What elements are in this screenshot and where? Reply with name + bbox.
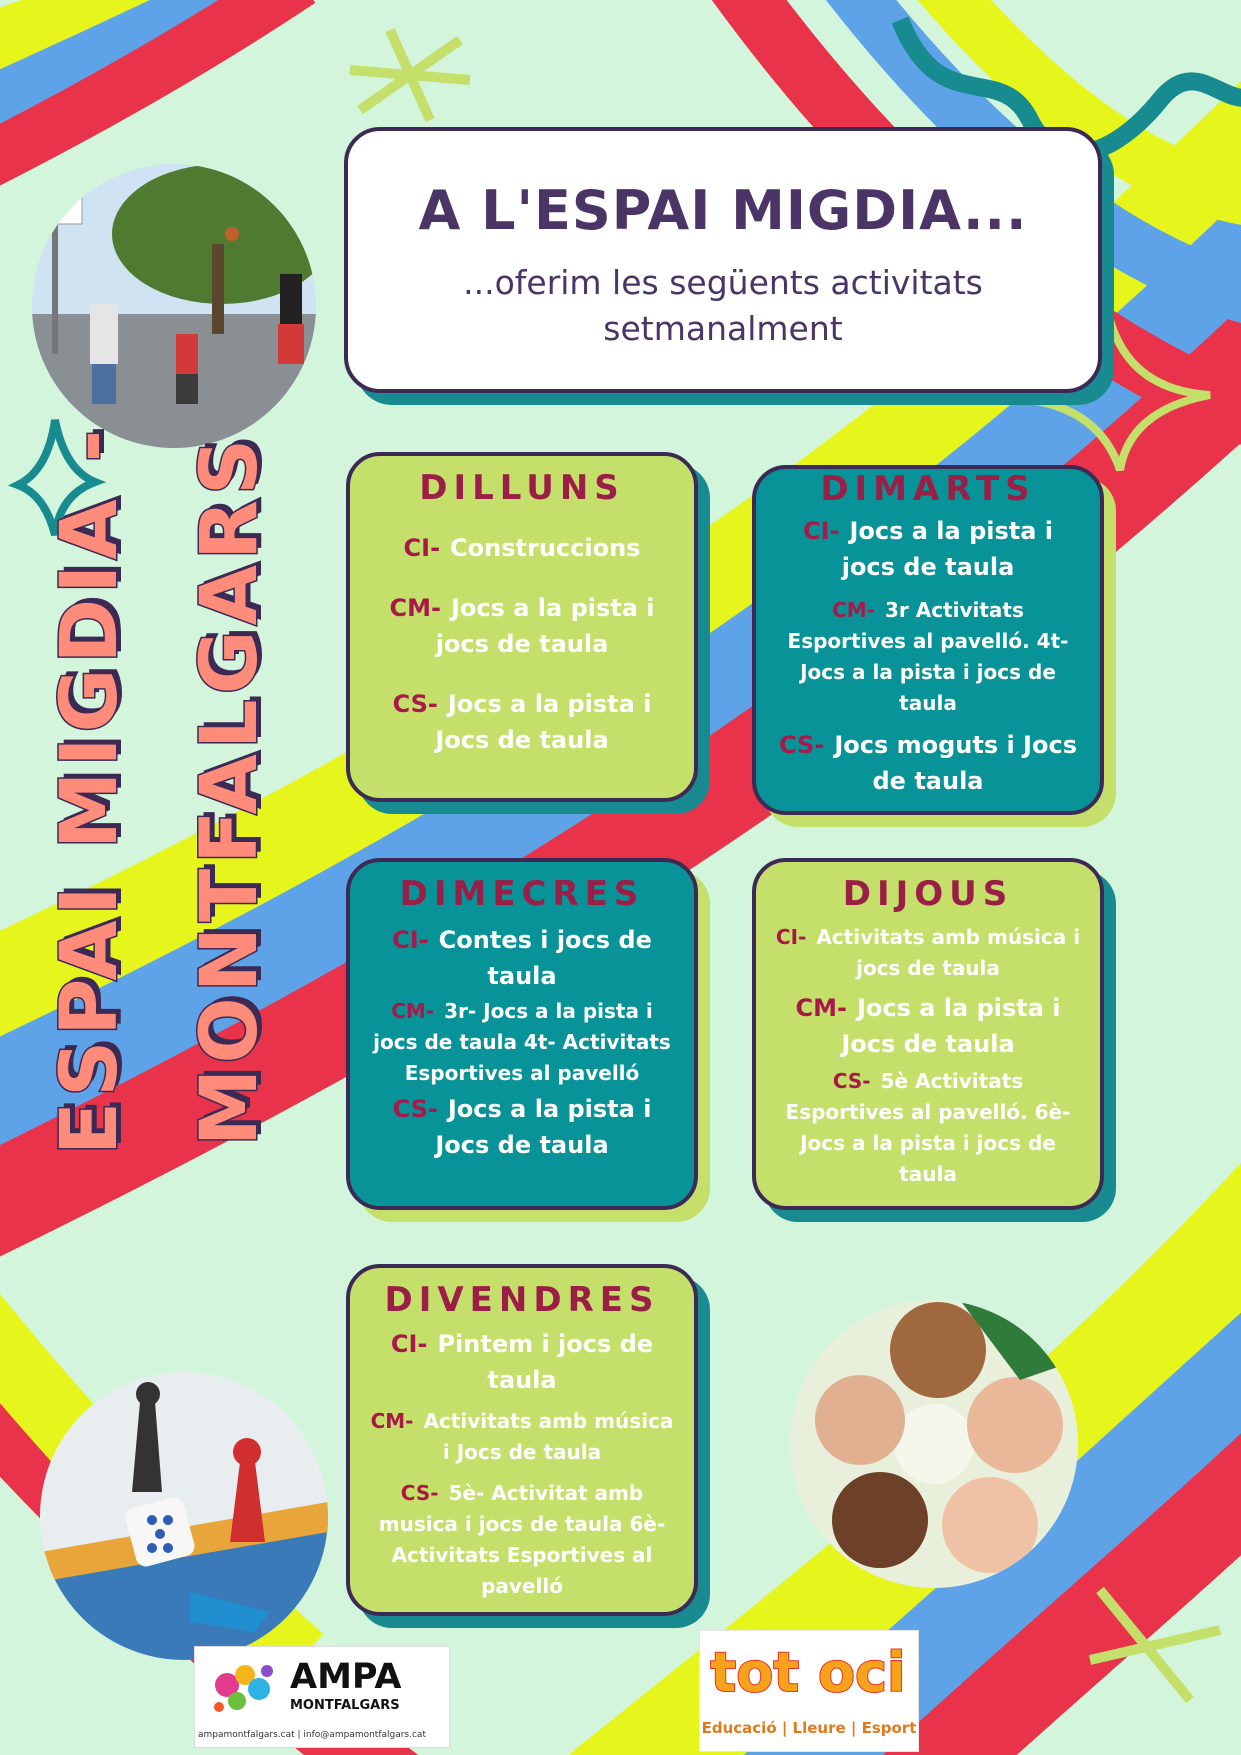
entry-text: 3r Activitats Esportives al pavelló. 4t- Jocs a la pista i jocs de taula <box>787 598 1069 715</box>
board-game-photo <box>40 1372 328 1660</box>
entry-cm <box>350 1406 694 1468</box>
level-label: CM- <box>370 1409 414 1433</box>
paint-splash-icon <box>207 1655 287 1725</box>
card-dimarts <box>752 465 1104 815</box>
entry-text: 5è- Activitat amb musica i jocs de taula 6è- Activitats Esportives al pavelló <box>378 1481 666 1598</box>
entry-cs <box>350 1091 694 1163</box>
entry-text: 3r- Jocs a la pista i jocs de taula 4t- Activitats Esportives al pavelló <box>373 999 671 1085</box>
level-label: CI- <box>403 534 441 562</box>
entry-ci <box>756 922 1100 984</box>
page-title: A L'ESPAI MIGDIA... <box>418 179 1028 242</box>
card-dilluns <box>346 452 698 802</box>
entry-cs <box>350 1478 694 1602</box>
totoci-tagline: Educació | Lleure | Esport <box>701 1719 917 1737</box>
level-label: CS- <box>392 1095 438 1123</box>
entry-text: Jocs a la pista i Jocs de taula <box>435 690 652 754</box>
side-title-line1: ESPAI MIGDIA - <box>45 424 135 1156</box>
entry-text: Activitats amb música i jocs de taula <box>816 925 1081 980</box>
day-title-dijous: DIJOUS <box>842 874 1014 914</box>
day-title-dimarts: DIMARTS <box>820 469 1036 509</box>
level-label: CM- <box>832 598 875 622</box>
entry-text: Pintem i jocs de taula <box>437 1330 654 1394</box>
day-title-divendres: DIVENDRES <box>384 1280 660 1320</box>
entry-text: Construccions <box>450 534 641 562</box>
kids-circle-photo <box>790 1300 1078 1588</box>
entry-text: Jocs moguts i Jocs de taula <box>834 731 1077 795</box>
entry-cs <box>756 727 1100 799</box>
level-label: CM- <box>389 594 441 622</box>
entry-text: Jocs a la pista i jocs de taula <box>841 517 1054 581</box>
level-label: CS- <box>779 731 825 759</box>
level-label: CI- <box>775 925 807 949</box>
level-label: CI- <box>802 517 840 545</box>
entry-text: 5è Activitats Esportives al pavelló. 6è- Jocs a la pista i jocs de taula <box>785 1069 1071 1186</box>
entry-cs <box>756 1066 1100 1190</box>
ampa-logo <box>194 1646 450 1748</box>
side-title-line2: MONTFALGARS <box>185 433 275 1147</box>
entry-ci <box>350 1326 694 1398</box>
level-label: CI- <box>392 926 429 954</box>
day-title-dimecres: DIMECRES <box>399 874 645 914</box>
card-dijous <box>752 858 1104 1210</box>
entry-cm <box>756 595 1100 719</box>
entry-text: Jocs a la pista i jocs de taula <box>435 594 655 658</box>
level-label: CM- <box>391 999 435 1023</box>
entry-cm <box>350 590 694 662</box>
entry-text: Contes i jocs de taula <box>438 926 652 990</box>
level-label: CS- <box>392 690 438 718</box>
entry-ci <box>350 530 694 566</box>
entry-text: Jocs a la pista i Jocs de taula <box>435 1095 652 1159</box>
entry-cm <box>350 996 694 1089</box>
entry-cs <box>350 686 694 758</box>
header-card <box>344 127 1102 393</box>
day-title-dilluns: DILLUNS <box>419 468 625 508</box>
totoci-logo <box>699 1630 919 1752</box>
entry-text: Activitats amb música i Jocs de taula <box>423 1409 674 1464</box>
entry-ci <box>756 513 1100 585</box>
side-title <box>20 325 340 1255</box>
level-label: CS- <box>832 1069 871 1093</box>
card-dimecres <box>346 858 698 1210</box>
level-label: CS- <box>400 1481 439 1505</box>
ampa-sub: MONTFALGARS <box>290 1698 400 1713</box>
level-label: CM- <box>795 994 847 1022</box>
ampa-name: AMPA <box>290 1657 402 1697</box>
ampa-contact: ampamontfalgars.cat | info@ampamontfalgars.cat <box>198 1730 426 1740</box>
level-label: CI- <box>390 1330 428 1358</box>
card-divendres <box>346 1264 698 1616</box>
entry-ci <box>350 922 694 994</box>
page-subtitle: ...oferim les següents activitats setmanalment <box>463 263 983 348</box>
totoci-name: tot oci <box>710 1641 906 1704</box>
entry-text: Jocs a la pista i Jocs de taula <box>841 994 1061 1058</box>
entry-cm <box>756 990 1100 1062</box>
